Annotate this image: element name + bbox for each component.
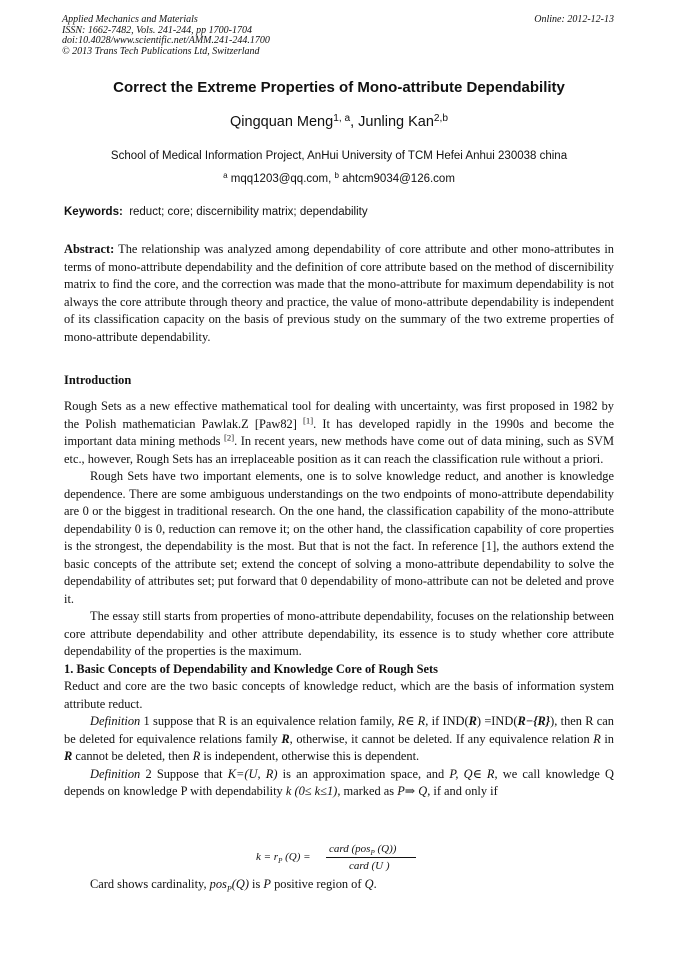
formula-denominator: card (U ) (349, 860, 390, 872)
def2-e: , if and only if (427, 784, 498, 798)
note-pos: pos (209, 877, 227, 891)
formula-num-text: card (pos (329, 843, 371, 855)
intro-body (64, 398, 614, 801)
dependability-formula (256, 841, 436, 875)
def2-label: Definition (90, 766, 141, 781)
email-b: ahtcm9034@126.com (342, 173, 455, 185)
intro-p1-a: Rough Sets as a new effective mathematical tool for dealing with uncertainty, was first proposed in 1982 by the Polish mathematician Pawlak.Z [Paw82] (64, 399, 614, 431)
def2-d: , marked as (337, 784, 398, 798)
journal-header (62, 15, 270, 57)
def2-num: 2 (140, 766, 157, 781)
author-1: Qingquan Meng (230, 114, 334, 130)
def2-c: , we call knowledge Q depends on knowledge P with dependability (64, 766, 615, 798)
section-1-paragraph: Reduct and core are the two basic concepts of knowledge reduct, which are the basis of information system attribute reduct. (64, 679, 614, 711)
sym-r-2: R (281, 731, 290, 746)
def1-num: 1 (140, 714, 154, 728)
formula-lhs-sub: P (278, 857, 283, 866)
def1-e: , otherwise, it cannot be deleted. If any equivalence relation (289, 731, 594, 746)
keywords (64, 206, 368, 218)
email-a: mqq1203@qq.com, (230, 173, 332, 185)
author-2-sup: 2,b (433, 112, 448, 124)
sym-r-3: R (593, 731, 601, 746)
note-q2: Q (364, 877, 374, 891)
cardinality-note (90, 877, 377, 893)
fraction-bar (326, 857, 416, 858)
formula-lhs (256, 851, 311, 865)
note-pos-sub: P (226, 884, 232, 894)
intro-p1-c: . In recent years, new methods have come out of data mining, such as SVM etc., however, Rough Sets has an irreplaceable position as it can reach the classification rule without a priori. (64, 434, 614, 466)
def2-a: Suppose that (156, 766, 228, 781)
def1-g: cannot be deleted, then (72, 749, 193, 763)
formula-lhs-q: (Q) = (282, 851, 311, 863)
definition-2 (64, 766, 614, 801)
note-a: Card shows cardinality, (90, 877, 210, 891)
sym-r-in-r: R∈ R (397, 714, 426, 728)
copyright-line: © 2013 Trans Tech Publications Ltd, Switzerland (62, 45, 260, 57)
intro-paragraph-1 (64, 398, 614, 468)
def1-f: in (600, 731, 614, 746)
abstract-label: Abstract: (64, 242, 115, 256)
author-separator: , (350, 114, 359, 130)
keywords-label: Keywords: (64, 206, 123, 218)
sym-r-1: R (468, 714, 477, 728)
sym-r-5: R (192, 749, 201, 763)
formula-numerator (329, 843, 396, 857)
ref-2: [2] (223, 432, 235, 443)
note-is: is (248, 877, 264, 891)
sym-k-space: K=(U, R) (227, 766, 278, 781)
def1-a: suppose that R is an equivalence relation family, (153, 714, 398, 728)
intro-paragraph-2: Rough Sets have two important elements, one is to solve knowledge reduct, and another is knowledge dependence. There are some ambiguous understandings on the two endpoints of mono-attribute dependability are 0 or the biggest in traditional research. On the one hand, the classification capability of the mono-attribute dependability 0 is 0, reduction can remove it; on the other hand, the classification capability of core properties is the strongest, the dependability is the most. But that is not the fact. In reference [1], the authors extend the basic concepts of the attribute set; extend the concept of solving a mono-attribute dependability to solve the dependability of attributes set; put forward that 0 dependability of mono-attribute can not be deleted and prove it. (64, 469, 614, 606)
note-period: . (373, 877, 377, 891)
section-1-heading: 1. Basic Concepts of Dependability and Knowledge Core of Rough Sets (64, 661, 438, 676)
sym-k-range: k (0≤ k≤1) (285, 784, 338, 798)
doi-line: doi:10.4028/www.scientific.net/AMM.241-244.1700 (62, 35, 270, 46)
abstract-text: The relationship was analyzed among dependability of core attribute and other mono-attributes in terms of mono-attribute dependability and the definition of core attribute based on the method of discernibility matrix to find the core, and the correction was made that the mono-attribute for maximum dependability is not always the core attribute through theory and practice, the value of mono-attribute dependability is independent of its classification capacity on the basis of previous study on the summary of the two extreme properties of mono-attribute dependability. (64, 242, 614, 344)
keywords-text: reduct; core; discernibility matrix; dependability (129, 206, 368, 218)
def1-b: , if IND( (425, 714, 469, 728)
intro-heading: Introduction (64, 373, 132, 387)
email-a-sup: a (223, 170, 228, 180)
journal-name: Applied Mechanics and Materials (62, 14, 198, 25)
note-region: positive region of (271, 877, 365, 891)
author-line (0, 114, 678, 130)
sym-r-minus: R−{R} (517, 714, 551, 728)
email-b-sup: b (334, 170, 340, 180)
formula-lhs-text: k = r (256, 851, 279, 863)
formula-num-q: (Q)) (374, 843, 397, 855)
note-q: (Q) (231, 877, 249, 891)
email-line (0, 170, 678, 185)
abstract (64, 241, 614, 346)
definition-1 (64, 713, 614, 766)
sym-pq: P, Q∈ R (449, 766, 495, 781)
formula-num-sub: P (370, 849, 375, 858)
issn-line: ISSN: 1662-7482, Vols. 241-244, pp 1700-1704 (62, 24, 252, 36)
def1-label: Definition (90, 714, 141, 728)
affiliation: School of Medical Information Project, AnHui University of TCM Hefei Anhui 230038 china (110, 150, 568, 162)
sym-implies: P⇒ Q (397, 784, 428, 798)
note-p: P (263, 877, 271, 891)
author-1-sup: 1, a (333, 112, 351, 124)
intro-paragraph-3: The essay still starts from properties of mono-attribute dependability, focuses on the relationship between core attribute dependability and other attribute dependability, its essence is to study whether core attribute dependability of the properties is the maximum. (64, 609, 614, 658)
def1-c: ) =IND( (476, 714, 518, 728)
paper-title: Correct the Extreme Properties of Mono-attribute Dependability (113, 79, 565, 96)
online-date: Online: 2012-12-13 (534, 14, 614, 25)
def1-h: is independent, otherwise this is dependent. (200, 749, 420, 763)
def2-b: is an approximation space, and (277, 766, 450, 781)
def1-d: ), then R can be deleted for equivalence relations family (64, 714, 614, 746)
author-2: Junling Kan (358, 114, 434, 130)
intro-p1-b: . It has developed rapidly in the 1990s and become the important data mining methods (64, 416, 614, 448)
sym-r-4: R (64, 749, 73, 763)
ref-1: [1] (303, 415, 314, 426)
